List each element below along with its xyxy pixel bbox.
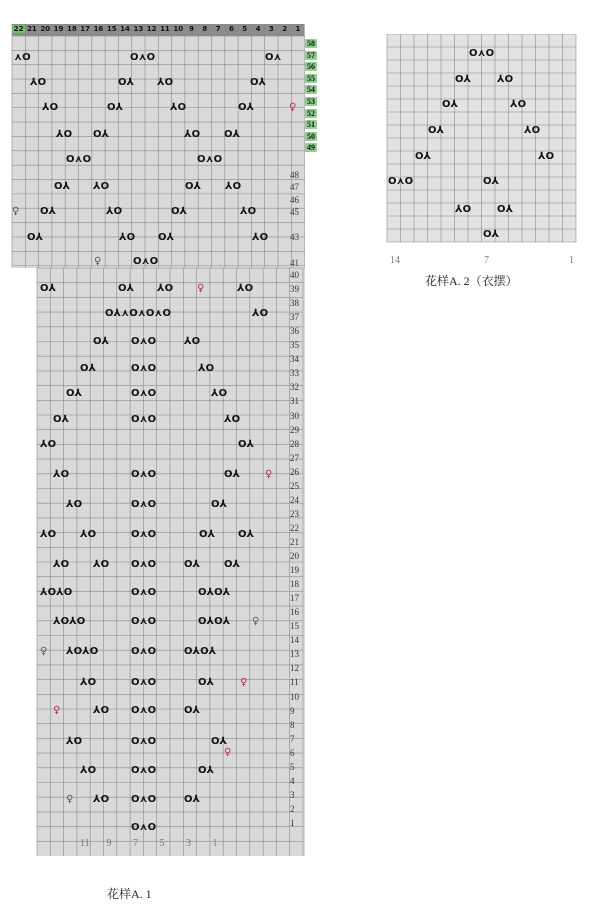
row-number: 16 — [290, 607, 299, 618]
stitch-symbol-icon: O⅄ — [224, 129, 241, 140]
stitch-symbol-icon: O⋏ — [265, 52, 282, 63]
row-number: 55 — [307, 73, 315, 83]
twist-stitch-icon: ♀ — [94, 256, 102, 267]
row-number: 15 — [290, 621, 299, 632]
stitch-symbol-icon: O⋏O — [131, 646, 157, 657]
row-number: 56 — [307, 62, 315, 72]
column-number: 20 — [40, 25, 51, 33]
row-number: 21 — [290, 536, 299, 547]
stitch-symbol-icon: O⅄ — [415, 151, 432, 162]
stitch-symbol-icon: O⋏O — [131, 616, 157, 627]
stitch-symbol-icon: ⅄O — [80, 765, 97, 776]
column-number: 9 — [189, 25, 194, 33]
stitch-symbol-icon: ⅄O — [119, 232, 136, 243]
row-number: 48 — [290, 170, 299, 180]
stitch-symbol-icon: O⅄O⅄ — [198, 587, 231, 598]
stitch-symbol-icon: ⅄O — [93, 181, 110, 192]
twist-stitch-icon: ♀ — [197, 283, 205, 294]
stitch-symbol-icon: O⋏O — [131, 822, 157, 833]
stitch-symbol-icon: ⅄O — [66, 736, 83, 747]
row-number: 20 — [290, 551, 299, 561]
stitch-symbol-icon: ⅄O — [184, 336, 201, 347]
stitch-symbol-icon: ⅄O — [538, 151, 555, 162]
stitch-symbol-icon: O⅄ — [211, 736, 228, 747]
row-number: 29 — [290, 424, 299, 435]
twist-stitch-icon: ♀ — [289, 102, 297, 113]
stitch-symbol-icon: O⅄ — [184, 559, 201, 570]
stitch-symbol-icon: ⅄O — [80, 677, 97, 688]
column-number: 11 — [160, 25, 170, 33]
column-number: 1 — [295, 25, 301, 33]
twist-stitch-icon: ♀ — [53, 705, 61, 716]
row-number: 33 — [290, 368, 299, 379]
column-number: 16 — [93, 25, 104, 33]
chart-a2 — [385, 34, 580, 244]
stitch-symbol-icon: O⋏O — [131, 794, 157, 805]
stitch-symbol-icon: ⅄O — [198, 363, 215, 374]
bottom-column-number: 7 — [133, 838, 138, 849]
row-number: 57 — [307, 50, 315, 60]
twist-stitch-icon: ♀ — [12, 206, 20, 217]
row-number: 6 — [290, 747, 295, 758]
stitch-symbol-icon: O⋏O — [131, 499, 157, 510]
column-number: 2 — [282, 25, 288, 33]
bottom-column-number: 11 — [80, 838, 90, 849]
stitch-symbol-icon: O⅄ — [455, 74, 472, 85]
stitch-symbol-icon: O⋏O — [131, 765, 157, 776]
stitch-symbol-icon: O⅄ — [118, 77, 135, 88]
row-number: 39 — [290, 284, 299, 295]
stitch-symbol-icon: ⅄O — [53, 469, 70, 480]
stitch-symbol-icon: O⋏O — [131, 469, 157, 480]
column-number: 14 — [120, 25, 130, 33]
stitch-symbol-icon: ⅄O — [80, 529, 97, 540]
stitch-symbol-icon: O⋏O — [131, 388, 157, 399]
row-number: 12 — [290, 663, 299, 674]
stitch-symbol-icon: O⋏O — [388, 176, 414, 187]
stitch-symbol-icon: O⅄ — [93, 336, 110, 347]
stitch-symbol-icon: O⅄ — [80, 363, 97, 374]
stitch-symbol-icon: O⅄ — [171, 206, 188, 217]
twist-stitch-icon: ♀ — [224, 747, 232, 758]
stitch-symbol-icon: O⅄ — [54, 181, 71, 192]
column-number: 10 — [173, 25, 184, 33]
stitch-symbol-icon: O⋏O — [469, 48, 495, 59]
stitch-symbol-icon: O⅄ — [442, 99, 459, 110]
stitch-symbol-icon: ⅄O⅄O — [40, 587, 73, 598]
stitch-symbol-icon: ⅄O — [157, 283, 174, 294]
stitch-symbol-icon: ⅄O⅄O — [66, 646, 99, 657]
stitch-symbol-icon: ⅄O — [211, 388, 228, 399]
stitch-symbol-icon: ⅄O — [30, 77, 47, 88]
stitch-symbol-icon: O⅄ — [224, 469, 241, 480]
column-number: 13 — [133, 25, 144, 33]
stitch-symbol-icon: ⅄O — [497, 74, 514, 85]
row-number: 51 — [307, 120, 315, 130]
stitch-symbol-icon: O⅄ — [428, 125, 445, 136]
row-number: 28 — [290, 438, 299, 449]
stitch-symbol-icon: ⅄O — [184, 129, 201, 140]
row-number: 5 — [290, 761, 295, 772]
column-number: 8 — [202, 25, 208, 33]
stitch-symbol-icon: O⋏O — [131, 336, 157, 347]
stitch-symbol-icon: O⅄ — [27, 232, 44, 243]
bottom-column-number: 9 — [106, 838, 112, 849]
column-number: 12 — [146, 25, 157, 33]
stitch-symbol-icon: O⅄ — [211, 499, 228, 510]
row-number: 2 — [290, 803, 295, 814]
row-number: 46 — [290, 195, 299, 205]
column-number: 4 — [255, 25, 261, 33]
stitch-symbol-icon: O⅄ — [250, 77, 267, 88]
bottom-column-number: 1 — [212, 838, 218, 849]
row-number: 49 — [307, 143, 315, 153]
stitch-symbol-icon: O⋏O — [133, 256, 159, 267]
stitch-symbol-icon: O⅄ — [199, 529, 216, 540]
stitch-symbol-icon: ⅄O — [237, 283, 254, 294]
column-number: 22 — [13, 25, 24, 33]
stitch-symbol-icon: ⅄O — [53, 559, 70, 570]
stitch-symbol-icon: O⋏O — [131, 559, 157, 570]
row-number: 25 — [290, 480, 299, 491]
stitch-symbol-icon: O⅄ — [184, 705, 201, 716]
stitch-symbol-icon: O⋏O — [131, 736, 157, 747]
stitch-symbol-icon: O⅄ — [93, 129, 110, 140]
row-number: 45 — [290, 207, 299, 217]
stitch-symbol-icon: ⅄O — [252, 232, 269, 243]
bottom-column-number: 5 — [159, 838, 165, 849]
row-number: 40 — [290, 270, 299, 280]
column-number: 18 — [66, 25, 77, 33]
chart-a2-caption: 花样A. 2（衣摆） — [425, 274, 518, 288]
a2-bottom-right-number: 1 — [569, 255, 574, 266]
row-number: 14 — [290, 635, 299, 646]
chart-a1-caption: 花样A. 1 — [107, 887, 152, 901]
stitch-symbol-icon: ⅄O — [224, 414, 241, 425]
stitch-symbol-icon: ⅄O — [170, 102, 187, 113]
row-number: 7 — [290, 733, 295, 744]
stitch-symbol-icon: O⅄ — [224, 559, 241, 570]
stitch-symbol-icon: O⅄ — [40, 283, 57, 294]
stitch-symbol-icon: ⅄O — [225, 181, 242, 192]
stitch-symbol-icon: O⋏O — [131, 587, 157, 598]
row-number: 47 — [290, 182, 299, 192]
row-number: 50 — [307, 131, 315, 141]
stitch-symbol-icon: O⋏O — [197, 154, 223, 165]
row-number: 52 — [307, 108, 315, 118]
stitch-symbol-icon: O⅄ — [238, 102, 255, 113]
row-number: 26 — [290, 466, 299, 477]
twist-stitch-icon: ♀ — [265, 469, 273, 480]
stitch-symbol-icon: ⅄O — [93, 705, 110, 716]
grid-lines-a2 — [385, 34, 580, 244]
stitch-symbol-icon: O⅄ — [118, 283, 135, 294]
stitch-symbol-icon: ⅄O⅄O — [53, 616, 86, 627]
row-number: 35 — [290, 340, 299, 351]
row-number: 37 — [290, 312, 299, 323]
row-number: 11 — [290, 677, 299, 688]
row-number: 22 — [290, 522, 299, 533]
column-number: 6 — [229, 25, 234, 33]
stitch-symbol-icon: O⋏O — [131, 677, 157, 688]
stitch-symbol-icon: O⅄⋏O⋏O⋏O — [105, 308, 171, 319]
row-number: 54 — [307, 85, 315, 95]
row-number: 30 — [290, 410, 299, 421]
stitch-symbol-icon: O⅄ — [238, 529, 255, 540]
stitch-symbol-icon: ⅄O — [524, 125, 541, 136]
stitch-symbol-icon: O⅄ — [238, 439, 255, 450]
stitch-symbol-icon: O⋏O — [131, 363, 157, 374]
row-number: 3 — [290, 789, 295, 800]
stitch-symbol-icon: O⅄ — [66, 388, 83, 399]
row-number: 24 — [290, 494, 299, 505]
stitch-symbol-icon: ⅄O — [252, 308, 269, 319]
stitch-symbol-icon: O⅄ — [483, 229, 500, 240]
row-number: 17 — [290, 593, 299, 604]
stitch-symbol-icon: O⅄ — [158, 232, 175, 243]
bottom-column-number: 3 — [186, 838, 191, 849]
row-number: 27 — [290, 452, 299, 463]
stitch-symbol-icon: O⅄ — [497, 204, 514, 215]
a2-bottom-mid-number: 7 — [484, 255, 489, 266]
column-number: 5 — [242, 25, 248, 33]
stitch-symbol-icon: O⅄ — [483, 176, 500, 187]
row-number: 53 — [307, 97, 315, 106]
twist-stitch-icon: ♀ — [240, 677, 248, 688]
row-number: 1 — [290, 817, 295, 828]
stitch-symbol-icon: ⅄O — [40, 529, 57, 540]
row-number: 18 — [290, 579, 299, 590]
row-number: 8 — [290, 719, 295, 730]
stitch-symbol-icon: ⅄O — [510, 99, 527, 110]
stitch-symbol-icon: O⋏O — [131, 705, 157, 716]
twist-stitch-icon: ♀ — [252, 616, 260, 627]
stitch-symbol-icon: ⅄O — [455, 204, 472, 215]
stitch-symbol-icon: ⅄O — [157, 77, 174, 88]
stitch-symbol-icon: ⅄O — [240, 206, 257, 217]
stitch-symbol-icon: ⅄O — [93, 794, 110, 805]
stitch-symbol-icon: ⅄O — [106, 206, 123, 217]
stitch-symbol-icon: O⅄ — [185, 181, 202, 192]
stitch-symbol-icon: O⋏O — [130, 52, 156, 63]
row-number: 43 — [290, 232, 299, 242]
row-number: 4 — [290, 775, 295, 786]
stitch-symbol-icon: O⅄O⅄ — [198, 616, 231, 627]
row-number: 38 — [290, 298, 299, 309]
stitch-symbol-icon: O⋏O — [66, 154, 92, 165]
stitch-symbol-icon: O⅄ — [198, 677, 215, 688]
stitch-symbol-icon: ⋏O — [14, 52, 31, 63]
column-number: 17 — [80, 25, 91, 33]
row-number: 41 — [290, 258, 299, 268]
row-number: 34 — [290, 354, 299, 365]
stitch-symbol-icon: O⅄ — [40, 206, 57, 217]
row-number: 9 — [290, 705, 295, 716]
stitch-symbol-icon: O⅄ — [107, 102, 124, 113]
column-number: 21 — [27, 25, 37, 33]
stitch-symbol-icon: O⋏O — [131, 414, 157, 425]
column-number: 7 — [215, 25, 221, 33]
stitch-symbol-icon: ⅄O — [56, 129, 73, 140]
row-number: 23 — [290, 508, 299, 519]
stitch-symbol-icon: O⅄O⅄ — [184, 646, 217, 657]
twist-stitch-icon: ♀ — [66, 794, 74, 805]
column-number: 3 — [268, 25, 274, 33]
column-number: 15 — [106, 25, 117, 33]
stitch-symbol-icon: O⅄ — [53, 414, 70, 425]
row-number: 36 — [290, 326, 299, 337]
stitch-symbol-icon: O⅄ — [184, 794, 201, 805]
column-number: 19 — [53, 25, 64, 33]
row-number: 10 — [290, 691, 299, 702]
stitch-symbol-icon: ⅄O — [40, 439, 57, 450]
row-number: 19 — [290, 565, 299, 576]
stitch-symbol-icon: O⅄ — [198, 765, 215, 776]
stitch-symbol-icon: O⋏O — [131, 529, 157, 540]
twist-stitch-icon: ♀ — [40, 646, 48, 657]
row-number: 31 — [290, 396, 299, 407]
row-number: 58 — [307, 39, 315, 48]
stitch-symbol-icon: ⅄O — [42, 102, 59, 113]
row-number: 32 — [290, 382, 299, 393]
stitch-symbol-icon: ⅄O — [66, 499, 83, 510]
stitch-symbol-icon: ⅄O — [93, 559, 110, 570]
row-number: 13 — [290, 649, 299, 660]
a2-bottom-left-number: 14 — [390, 255, 400, 266]
